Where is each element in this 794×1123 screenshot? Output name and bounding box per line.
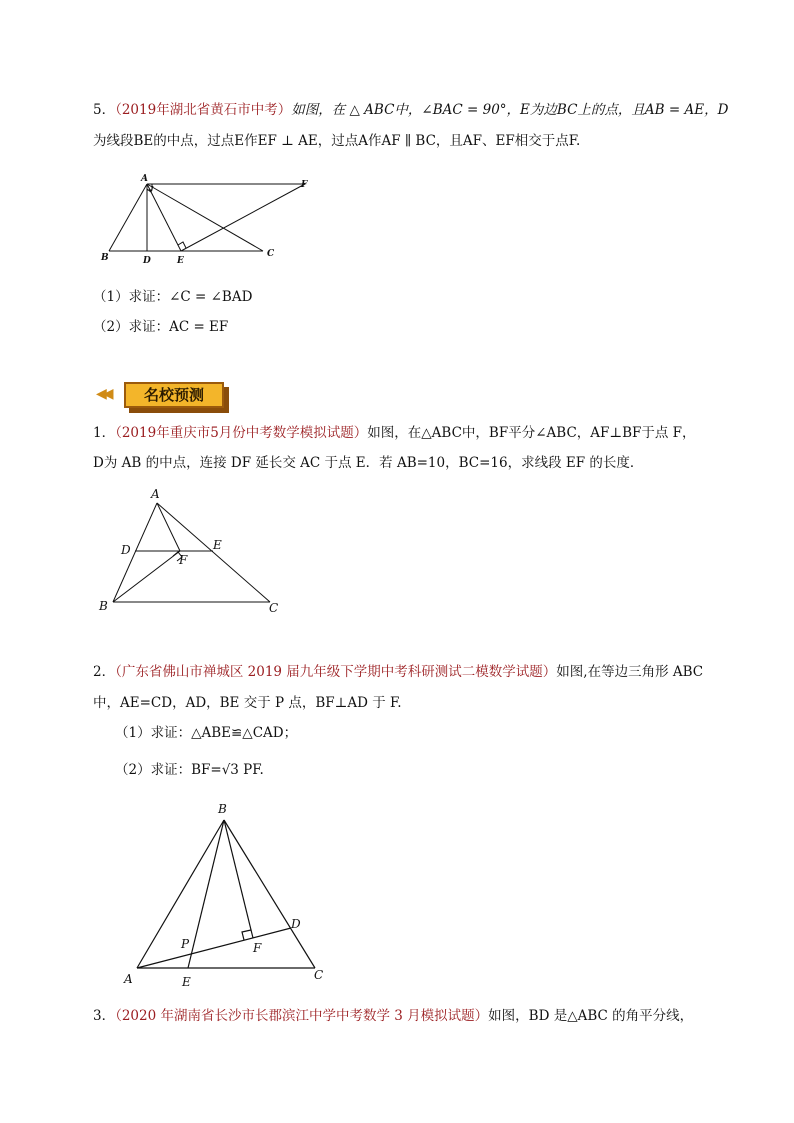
p2-label-A: A <box>124 972 133 986</box>
p2-label-C: C <box>314 968 324 982</box>
q5-part-1: （1）求证：∠C = ∠BAD <box>93 289 253 305</box>
p2-label-P: P <box>181 937 190 951</box>
p1-label-D: D <box>121 543 131 557</box>
p3-text-1: 如图，BD 是△ABC 的角平分线， <box>488 1008 694 1024</box>
p2-figure <box>120 796 340 994</box>
q5-label-B: B <box>101 253 109 263</box>
p1-label-E: E <box>213 538 222 552</box>
p2-line-2: 中，AE=CD，AD，BE 交于 P 点，BF⊥AD 于 F. <box>93 695 402 711</box>
p2-label-D: D <box>291 917 301 931</box>
section-banner <box>96 382 231 410</box>
p1-label-A: A <box>151 487 160 501</box>
p3-source: （2020 年湖南省长沙市长郡滨江中学中考数学 3 月模拟试题） <box>115 1008 489 1024</box>
q5-text-1: 如图，在 △ ABC中，∠BAC = 90°，E为边BC上的点，且AB = AE，D <box>291 102 729 118</box>
q5-part-2: （2）求证：AC = EF <box>93 319 229 335</box>
p1-label-B: B <box>99 599 108 613</box>
p1-line-2: D为 AB 的中点，连接 DF 延长交 AC 于点 E．若 AB=10，BC=16，求线段 EF 的长度． <box>93 455 644 471</box>
p1-number: 1． <box>93 425 116 441</box>
double-arrow-icon: ◀◀ <box>96 386 110 402</box>
p2-source: （广东省佛山市禅城区 2019 届九年级下学期中考科研测试二模数学试题） <box>115 664 557 680</box>
q5-source: （2019年湖北省黄石市中考） <box>115 102 292 118</box>
q5-label-F: F <box>301 180 308 190</box>
p1-label-C: C <box>269 601 279 615</box>
p2-part-1: （1）求证：△ABE≌△CAD； <box>115 725 298 741</box>
p1-label-F: F <box>179 553 188 567</box>
p2-text-1: 如图,在等边三角形 ABC <box>556 664 704 680</box>
p3-number: 3． <box>93 1008 116 1024</box>
q5-label-A: A <box>141 174 148 184</box>
banner-title: 名校预测 <box>124 382 224 408</box>
p1-line-1 <box>93 423 696 443</box>
p1-text-1: 如图，在△ABC中，BF平分∠ABC，AF⊥BF于点 F， <box>367 425 696 441</box>
p2-label-B: B <box>218 802 227 816</box>
p2-label-F: F <box>253 941 262 955</box>
p2-part-2: （2）求证：BF=√3 PF. <box>115 762 264 778</box>
p1-source: （2019年重庆市5月份中考数学模拟试题） <box>115 425 368 441</box>
q5-label-C: C <box>267 249 275 259</box>
p2-number: 2． <box>93 664 116 680</box>
q5-figure <box>95 168 315 268</box>
q5-label-E: E <box>177 256 184 266</box>
p2-label-E: E <box>182 975 191 989</box>
p1-figure <box>95 483 295 618</box>
p3-line-1 <box>93 1006 693 1026</box>
p2-line-1 <box>93 662 703 682</box>
q5-line-1 <box>93 100 728 120</box>
q5-label-D: D <box>143 256 151 266</box>
q5-number: 5． <box>93 102 116 118</box>
q5-line-2: 为线段BE的中点，过点E作EF ⊥ AE，过点A作AF ∥ BC，且AF、EF相交于点F. <box>93 133 581 149</box>
